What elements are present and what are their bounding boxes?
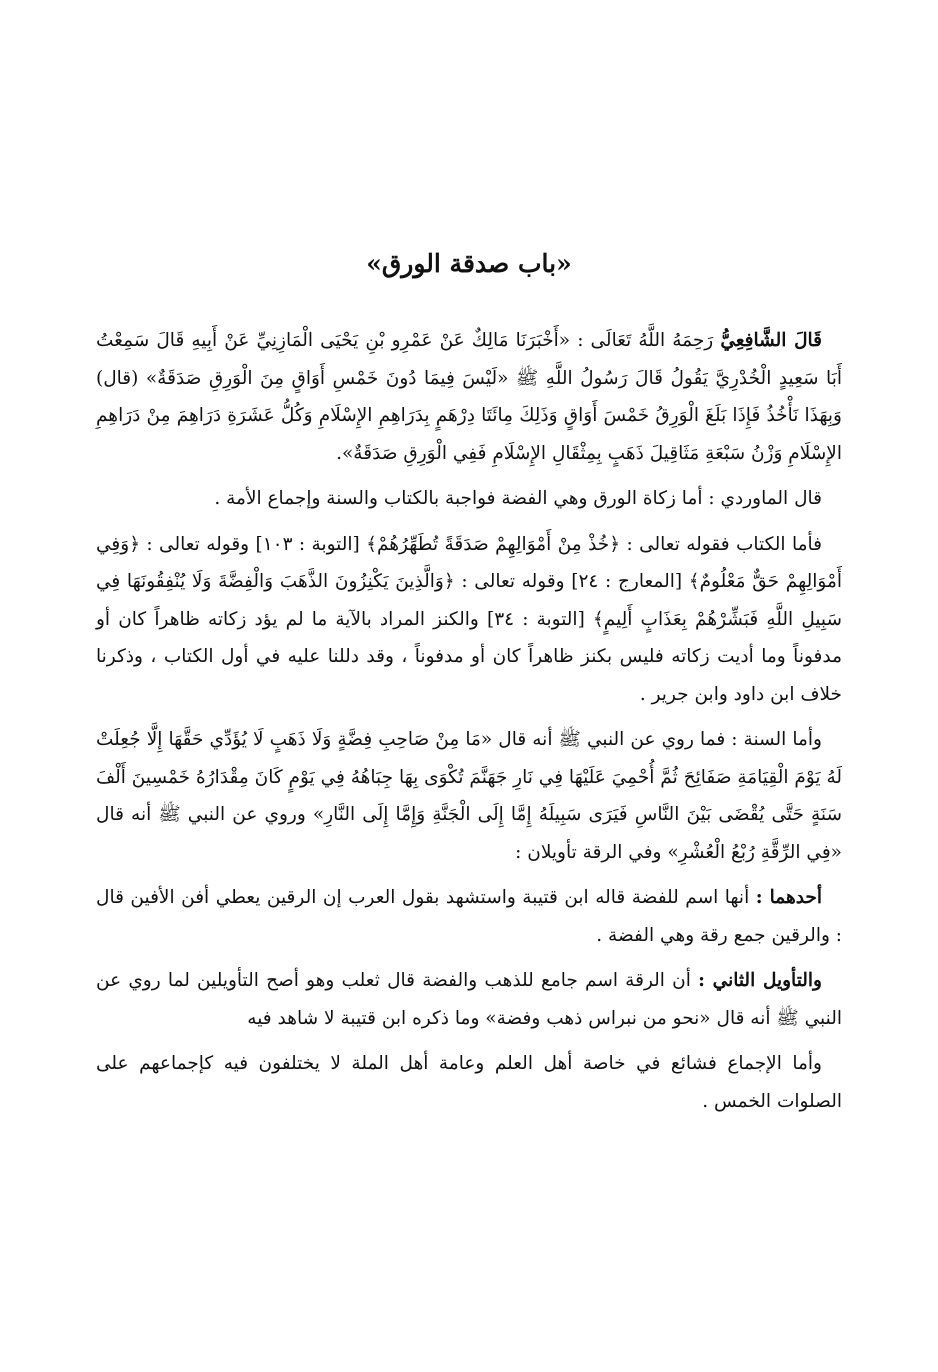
paragraph-sunnah-evidence	[96, 721, 842, 871]
paragraph-text: أن الرقة اسم جامع للذهب والفضة قال ثعلب وهو أصح التأويلين لما روي عن النبي ﷺ أنه قال «نحو من نبراس ذهب وفضة» وما ذكره ابن قتيبة لا شاهد فيه	[96, 970, 842, 1029]
paragraph-text: وأما الإجماع فشائع في خاصة أهل العلم وعامة أهل الملة لا يختلفون فيه كإجماعهم على الصلوات الخمس .	[96, 1053, 842, 1112]
paragraph-first-interpretation	[96, 879, 842, 954]
paragraph-text: رَحِمَهُ اللَّهُ تَعَالَى : «أَخْبَرَنَا مَالِكٌ عَنْ عَمْرِو بْنِ يَحْيَى الْمَازِنِيِّ عَنْ أَبِيهِ قَالَ سَمِعْتُ أَبَا سَعِيدٍ الْخُدْرِيَّ يَقُولُ قَالَ رَسُولُ اللَّهِ ﷺ «لَيْسَ فِيمَا دُونَ خَمْسِ أَوَاقٍ مِنَ الْوَرِقِ صَدَقَةٌ» (قال) وَبِهَذَا نَأْخُذُ فَإِذَا بَلَغَ الْوَرِقُ خَمْسَ أَوَاقٍ وَذَلِكَ مِائَتَا دِرْهَمٍ بِدَرَاهِمِ الإِسْلَامِ وَكُلُّ عَشَرَةِ دَرَاهِمَ مِنْ دَرَاهِمِ الإِسْلَامِ وَزْنُ سَبْعَةِ مَثَاقِيلَ ذَهَبٍ بِمِثْقَالِ الإِسْلَامِ فَفِي الْوَرِقِ صَدَقَةٌ».	[96, 330, 842, 464]
paragraph-text: فأما الكتاب فقوله تعالى : ﴿خُذْ مِنْ أَمْوَالِهِمْ صَدَقَةً تُطَهِّرُهُمْ﴾ [التوبة : ١٠٣] وقوله تعالى : ﴿وَفِي أَمْوَالِهِمْ حَقٌّ مَعْلُومٌ﴾ [المعارج : ٢٤] وقوله تعالى : ﴿وَالَّذِينَ يَكْنِزُونَ الذَّهَبَ وَالْفِضَّةَ وَلَا يُنْفِقُونَهَا فِي سَبِيلِ اللَّهِ فَبَشِّرْهُمْ بِعَذَابٍ أَلِيمٍ﴾ [التوبة : ٣٤] والكنز المراد بالآية ما لم يؤد زكاته ظاهراً كان أو مدفوناً وما أديت زكاته فليس بكنز ظاهراً كان أو مدفوناً ، وقد دللنا عليه في أول الكتاب ، وذكرنا خلاف ابن داود وابن جرير .	[96, 533, 843, 705]
paragraph-text: وأما السنة : فما روي عن النبي ﷺ أنه قال «مَا مِنْ صَاحِبِ فِضَّةٍ وَلَا ذَهَبٍ لَا يُؤَدِّي حَقَّهَا إِلَّا جُعِلَتْ لَهُ يَوْمَ الْقِيَامَةِ صَفَائِحَ ثُمَّ أُحْمِيَ عَلَيْهَا فِي نَارِ جَهَنَّمَ تُكْوَى بِهَا جِبَاهُهُ فِي يَوْمٍ كَانَ مِقْدَارُهُ خَمْسِينَ أَلْفَ سَنَةٍ حَتَّى يُقْضَى بَيْنَ النَّاسِ فَيَرَى سَبِيلَهُ إِمَّا إِلَى الْجَنَّةِ وَإِمَّا إِلَى النَّارِ» وروي عن النبي ﷺ أنه قال «فِي الرِّقَّةِ رُبْعُ الْعُشْرِ» وفي الرقة تأويلان :	[96, 729, 842, 863]
paragraph-second-interpretation	[96, 962, 842, 1037]
chapter-title: «باب صدقة الورق»	[366, 249, 572, 278]
paragraph-kitab-evidence	[96, 526, 842, 714]
paragraph-shafii-hadith	[96, 322, 842, 472]
paragraph-text: قال الماوردي : أما زكاة الورق وهي الفضة فواجبة بالكتاب والسنة وإجماع الأمة .	[214, 488, 822, 509]
paragraph-ijma	[96, 1045, 842, 1120]
paragraph-text: أنها اسم للفضة قاله ابن قتيبة واستشهد بقول العرب إن الرقين يعطي أفن الأفين قال : والرقين جمع رقة وهي الفضة .	[96, 887, 842, 946]
paragraph-lead: أحدهما :	[755, 887, 822, 908]
page-body	[96, 322, 842, 1128]
paragraph-lead: والتأويل الثاني :	[698, 970, 822, 991]
paragraph-lead: قَالَ الشَّافِعِيُّ	[720, 330, 822, 351]
paragraph-mawardi	[96, 480, 842, 518]
